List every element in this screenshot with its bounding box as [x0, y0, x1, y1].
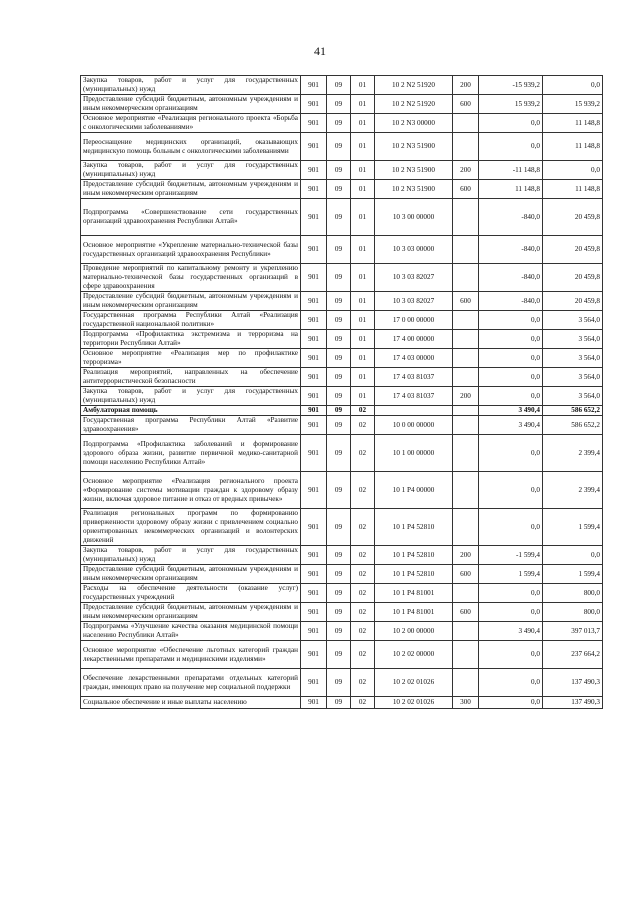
cell-vr: 200 — [453, 546, 479, 565]
cell-name: Подпрограмма «Совершенствование сети государственных организаций здравоохранения Республики Алтай» — [81, 199, 301, 236]
table-row — [81, 669, 603, 697]
cell-csr: 10 2 00 00000 — [375, 622, 453, 641]
cell-pr: 01 — [351, 180, 375, 199]
cell-change: -840,0 — [479, 292, 543, 311]
table-row — [81, 311, 603, 330]
cell-ved: 901 — [301, 472, 327, 509]
cell-ved: 901 — [301, 435, 327, 472]
cell-ved: 901 — [301, 114, 327, 133]
cell-change: 0,0 — [479, 697, 543, 709]
cell-pr: 01 — [351, 76, 375, 95]
cell-ved: 901 — [301, 509, 327, 546]
cell-pr: 02 — [351, 669, 375, 697]
cell-rz: 09 — [327, 330, 351, 349]
table-row — [81, 387, 603, 406]
cell-pr: 01 — [351, 387, 375, 406]
cell-pr: 02 — [351, 435, 375, 472]
cell-pr: 01 — [351, 349, 375, 368]
table-row — [81, 161, 603, 180]
cell-ved: 901 — [301, 406, 327, 416]
cell-name: Предоставление субсидий бюджетным, автономным учреждениям и иным некоммерческим организациям — [81, 292, 301, 311]
cell-rz: 09 — [327, 565, 351, 584]
cell-name: Основное мероприятие «Реализация регионального проекта «Борьба с онкологическими заболеваниями» — [81, 114, 301, 133]
cell-name: Государственная программа Республики Алтай «Развитие здравоохранения» — [81, 416, 301, 435]
cell-total: 3 564,0 — [543, 368, 603, 387]
cell-pr: 02 — [351, 416, 375, 435]
cell-vr — [453, 435, 479, 472]
cell-ved: 901 — [301, 641, 327, 669]
cell-csr: 10 2 N3 51900 — [375, 161, 453, 180]
cell-name: Подпрограмма «Улучшение качества оказания медицинской помощи населению Республики Алтай» — [81, 622, 301, 641]
cell-pr: 01 — [351, 133, 375, 161]
cell-name: Предоставление субсидий бюджетным, автономным учреждениям и иным некоммерческим организациям — [81, 95, 301, 114]
cell-name: Основное мероприятие «Реализация регионального проекта «Формирование системы мотивации граждан к здоровому образу жизни, включая здоровое питание и отказ от вредных привычек» — [81, 472, 301, 509]
cell-pr: 02 — [351, 509, 375, 546]
cell-name: Подпрограмма «Профилактика заболеваний и формирование здорового образа жизни, развитие первичной медико-санитарной помощи населению Республики Алтай» — [81, 435, 301, 472]
cell-total: 0,0 — [543, 161, 603, 180]
cell-csr: 10 2 02 01026 — [375, 697, 453, 709]
cell-change: 15 939,2 — [479, 95, 543, 114]
cell-ved: 901 — [301, 584, 327, 603]
cell-total: 11 148,8 — [543, 114, 603, 133]
cell-change: 0,0 — [479, 311, 543, 330]
table-row — [81, 292, 603, 311]
cell-name: Закупка товаров, работ и услуг для государственных (муниципальных) нужд — [81, 387, 301, 406]
cell-name: Обеспечение лекарственными препаратами отдельных категорий граждан, имеющих право на получение мер социальной поддержки — [81, 669, 301, 697]
cell-pr: 01 — [351, 236, 375, 264]
cell-total: 15 939,2 — [543, 95, 603, 114]
cell-rz: 09 — [327, 311, 351, 330]
cell-ved: 901 — [301, 669, 327, 697]
cell-ved: 901 — [301, 133, 327, 161]
table-row — [81, 199, 603, 236]
cell-csr — [375, 406, 453, 416]
cell-rz: 09 — [327, 76, 351, 95]
cell-rz: 09 — [327, 472, 351, 509]
table-row — [81, 603, 603, 622]
cell-csr: 10 1 P4 52810 — [375, 509, 453, 546]
cell-change: 0,0 — [479, 641, 543, 669]
cell-pr: 02 — [351, 565, 375, 584]
cell-pr: 01 — [351, 292, 375, 311]
cell-rz: 09 — [327, 435, 351, 472]
cell-total: 1 599,4 — [543, 509, 603, 546]
cell-pr: 02 — [351, 406, 375, 416]
cell-ved: 901 — [301, 697, 327, 709]
cell-total: 3 564,0 — [543, 311, 603, 330]
cell-vr: 200 — [453, 76, 479, 95]
cell-ved: 901 — [301, 330, 327, 349]
cell-vr: 600 — [453, 95, 479, 114]
table-row — [81, 330, 603, 349]
cell-name: Социальное обеспечение и иные выплаты населению — [81, 697, 301, 709]
cell-pr: 02 — [351, 546, 375, 565]
cell-rz: 09 — [327, 264, 351, 292]
cell-rz: 09 — [327, 180, 351, 199]
table-row — [81, 264, 603, 292]
cell-vr — [453, 406, 479, 416]
cell-total: 3 564,0 — [543, 330, 603, 349]
cell-change: 3 490,4 — [479, 622, 543, 641]
cell-change: 0,0 — [479, 584, 543, 603]
table-row — [81, 76, 603, 95]
table-row — [81, 641, 603, 669]
cell-ved: 901 — [301, 368, 327, 387]
cell-name: Закупка товаров, работ и услуг для государственных (муниципальных) нужд — [81, 546, 301, 565]
cell-change: -840,0 — [479, 264, 543, 292]
cell-total: 800,0 — [543, 584, 603, 603]
table-row — [81, 133, 603, 161]
cell-csr: 10 0 00 00000 — [375, 416, 453, 435]
cell-ved: 901 — [301, 603, 327, 622]
table-row — [81, 95, 603, 114]
cell-name: Переоснащение медицинских организаций, оказывающих медицинскую помощь больным с онкологическими заболеваниями — [81, 133, 301, 161]
cell-total: 20 459,8 — [543, 264, 603, 292]
cell-csr: 10 1 P4 52810 — [375, 565, 453, 584]
cell-total: 1 599,4 — [543, 565, 603, 584]
cell-name: Реализация мероприятий, направленных на обеспечение антитеррористической безопасности — [81, 368, 301, 387]
cell-rz: 09 — [327, 236, 351, 264]
cell-total: 137 490,3 — [543, 697, 603, 709]
table-row — [81, 236, 603, 264]
cell-vr: 600 — [453, 603, 479, 622]
cell-vr: 200 — [453, 387, 479, 406]
cell-total: 11 148,8 — [543, 133, 603, 161]
cell-rz: 09 — [327, 368, 351, 387]
cell-name: Государственная программа Республики Алтай «Реализация государственной национальной политики» — [81, 311, 301, 330]
cell-pr: 01 — [351, 199, 375, 236]
cell-csr: 10 1 P4 81001 — [375, 584, 453, 603]
cell-rz: 09 — [327, 669, 351, 697]
cell-pr: 01 — [351, 311, 375, 330]
cell-vr — [453, 199, 479, 236]
cell-rz: 09 — [327, 697, 351, 709]
cell-name: Предоставление субсидий бюджетным, автономным учреждениям и иным некоммерческим организациям — [81, 180, 301, 199]
cell-rz: 09 — [327, 416, 351, 435]
cell-pr: 02 — [351, 472, 375, 509]
cell-total: 237 664,2 — [543, 641, 603, 669]
cell-csr: 10 1 P4 00000 — [375, 472, 453, 509]
cell-vr — [453, 114, 479, 133]
cell-vr — [453, 264, 479, 292]
cell-vr — [453, 349, 479, 368]
cell-ved: 901 — [301, 546, 327, 565]
cell-change: 11 148,8 — [479, 180, 543, 199]
cell-name: Предоставление субсидий бюджетным, автономным учреждениям и иным некоммерческим организациям — [81, 603, 301, 622]
cell-pr: 02 — [351, 697, 375, 709]
cell-rz: 09 — [327, 622, 351, 641]
table-row — [81, 180, 603, 199]
cell-ved: 901 — [301, 95, 327, 114]
cell-rz: 09 — [327, 349, 351, 368]
cell-pr: 01 — [351, 264, 375, 292]
cell-total: 800,0 — [543, 603, 603, 622]
cell-pr: 01 — [351, 330, 375, 349]
cell-vr — [453, 416, 479, 435]
cell-vr: 600 — [453, 180, 479, 199]
cell-vr: 600 — [453, 565, 479, 584]
cell-csr: 10 3 03 00000 — [375, 236, 453, 264]
cell-rz: 09 — [327, 509, 351, 546]
cell-csr: 10 1 00 00000 — [375, 435, 453, 472]
cell-csr: 17 4 03 81037 — [375, 387, 453, 406]
cell-change: 0,0 — [479, 509, 543, 546]
cell-pr: 01 — [351, 161, 375, 180]
cell-change: 0,0 — [479, 603, 543, 622]
cell-change: -11 148,8 — [479, 161, 543, 180]
table-row — [81, 697, 603, 709]
cell-change: 0,0 — [479, 435, 543, 472]
cell-change: -15 939,2 — [479, 76, 543, 95]
cell-name: Закупка товаров, работ и услуг для государственных (муниципальных) нужд — [81, 161, 301, 180]
cell-rz: 09 — [327, 641, 351, 669]
cell-csr: 10 2 N3 51900 — [375, 133, 453, 161]
cell-ved: 901 — [301, 622, 327, 641]
table-row — [81, 565, 603, 584]
cell-ved: 901 — [301, 199, 327, 236]
cell-vr — [453, 311, 479, 330]
cell-name: Закупка товаров, работ и услуг для государственных (муниципальных) нужд — [81, 76, 301, 95]
cell-vr — [453, 509, 479, 546]
cell-total: 3 564,0 — [543, 349, 603, 368]
cell-change: 0,0 — [479, 349, 543, 368]
cell-csr: 10 1 P4 81001 — [375, 603, 453, 622]
cell-rz: 09 — [327, 584, 351, 603]
cell-vr — [453, 641, 479, 669]
cell-total: 20 459,8 — [543, 236, 603, 264]
cell-vr — [453, 622, 479, 641]
cell-csr: 17 4 00 00000 — [375, 330, 453, 349]
cell-change: 1 599,4 — [479, 565, 543, 584]
cell-name: Подпрограмма «Профилактика экстремизма и терроризма на территории Республики Алтай» — [81, 330, 301, 349]
cell-pr: 02 — [351, 622, 375, 641]
cell-rz: 09 — [327, 546, 351, 565]
cell-ved: 901 — [301, 76, 327, 95]
cell-vr — [453, 133, 479, 161]
budget-table — [80, 75, 603, 709]
cell-name: Расходы на обеспечение деятельности (оказание услуг) государственных учреждений — [81, 584, 301, 603]
cell-rz: 09 — [327, 161, 351, 180]
cell-rz: 09 — [327, 406, 351, 416]
cell-total: 2 399,4 — [543, 472, 603, 509]
table-row — [81, 349, 603, 368]
cell-vr: 300 — [453, 697, 479, 709]
cell-change: 0,0 — [479, 669, 543, 697]
cell-total: 137 490,3 — [543, 669, 603, 697]
cell-change: 0,0 — [479, 368, 543, 387]
cell-total: 0,0 — [543, 76, 603, 95]
cell-change: -840,0 — [479, 199, 543, 236]
cell-rz: 09 — [327, 114, 351, 133]
cell-csr: 17 4 03 81037 — [375, 368, 453, 387]
page-number: 41 — [314, 44, 326, 58]
cell-csr: 17 0 00 00000 — [375, 311, 453, 330]
cell-csr: 10 2 N2 51920 — [375, 76, 453, 95]
table-row — [81, 435, 603, 472]
cell-rz: 09 — [327, 292, 351, 311]
cell-rz: 09 — [327, 95, 351, 114]
cell-pr: 01 — [351, 95, 375, 114]
cell-total: 586 652,2 — [543, 406, 603, 416]
table-row — [81, 368, 603, 387]
cell-vr — [453, 368, 479, 387]
cell-change: 0,0 — [479, 133, 543, 161]
cell-pr: 02 — [351, 584, 375, 603]
cell-ved: 901 — [301, 161, 327, 180]
cell-total: 20 459,8 — [543, 199, 603, 236]
table-row — [81, 114, 603, 133]
cell-ved: 901 — [301, 180, 327, 199]
table-row — [81, 416, 603, 435]
table-row — [81, 546, 603, 565]
cell-csr: 10 2 02 01026 — [375, 669, 453, 697]
table-row — [81, 509, 603, 546]
table-row — [81, 622, 603, 641]
cell-name: Предоставление субсидий бюджетным, автономным учреждениям и иным некоммерческим организациям — [81, 565, 301, 584]
cell-change: 0,0 — [479, 387, 543, 406]
cell-pr: 01 — [351, 368, 375, 387]
cell-pr: 01 — [351, 114, 375, 133]
cell-change: 3 490,4 — [479, 406, 543, 416]
cell-vr: 200 — [453, 161, 479, 180]
cell-vr — [453, 236, 479, 264]
cell-total: 11 148,8 — [543, 180, 603, 199]
table-row — [81, 406, 603, 416]
cell-vr — [453, 669, 479, 697]
cell-pr: 02 — [351, 603, 375, 622]
cell-name: Проведение мероприятий по капитальному ремонту и укреплению материально-технической базы государственных организаций в сфере здравоохранения — [81, 264, 301, 292]
cell-change: 0,0 — [479, 114, 543, 133]
cell-name: Амбулаторная помощь — [81, 406, 301, 416]
cell-vr — [453, 584, 479, 603]
cell-total: 3 564,0 — [543, 387, 603, 406]
cell-vr — [453, 330, 479, 349]
cell-csr: 10 2 N3 51900 — [375, 180, 453, 199]
cell-rz: 09 — [327, 199, 351, 236]
cell-total: 0,0 — [543, 546, 603, 565]
cell-change: 0,0 — [479, 330, 543, 349]
cell-csr: 10 3 00 00000 — [375, 199, 453, 236]
cell-ved: 901 — [301, 311, 327, 330]
cell-pr: 02 — [351, 641, 375, 669]
cell-rz: 09 — [327, 387, 351, 406]
cell-ved: 901 — [301, 292, 327, 311]
cell-ved: 901 — [301, 565, 327, 584]
cell-name: Основное мероприятие «Укрепление материально-технической базы государственных организаций здравоохранения Республики» — [81, 236, 301, 264]
cell-csr: 10 2 02 00000 — [375, 641, 453, 669]
cell-name: Основное мероприятие «Реализация мер по профилактике терроризма» — [81, 349, 301, 368]
cell-csr: 10 1 P4 52810 — [375, 546, 453, 565]
cell-name: Реализация региональных программ по формированию приверженности здоровому образу жизни с привлечением социально ориентированных некоммерческих организаций и волонтерских движений — [81, 509, 301, 546]
cell-csr: 10 2 N3 00000 — [375, 114, 453, 133]
cell-csr: 10 2 N2 51920 — [375, 95, 453, 114]
cell-total: 586 652,2 — [543, 416, 603, 435]
cell-ved: 901 — [301, 416, 327, 435]
cell-csr: 10 3 03 82027 — [375, 264, 453, 292]
cell-rz: 09 — [327, 603, 351, 622]
table-row — [81, 584, 603, 603]
cell-change: 0,0 — [479, 472, 543, 509]
cell-csr: 17 4 03 00000 — [375, 349, 453, 368]
cell-total: 2 399,4 — [543, 435, 603, 472]
cell-name: Основное мероприятие «Обеспечение льготных категорий граждан лекарственными препаратами и медицинскими изделиями» — [81, 641, 301, 669]
cell-change: 3 490,4 — [479, 416, 543, 435]
cell-ved: 901 — [301, 387, 327, 406]
cell-change: -1 599,4 — [479, 546, 543, 565]
cell-total: 20 459,8 — [543, 292, 603, 311]
cell-rz: 09 — [327, 133, 351, 161]
cell-ved: 901 — [301, 236, 327, 264]
cell-ved: 901 — [301, 349, 327, 368]
table-row — [81, 472, 603, 509]
cell-total: 397 013,7 — [543, 622, 603, 641]
cell-csr: 10 3 03 82027 — [375, 292, 453, 311]
cell-change: -840,0 — [479, 236, 543, 264]
cell-vr — [453, 472, 479, 509]
cell-ved: 901 — [301, 264, 327, 292]
cell-vr: 600 — [453, 292, 479, 311]
